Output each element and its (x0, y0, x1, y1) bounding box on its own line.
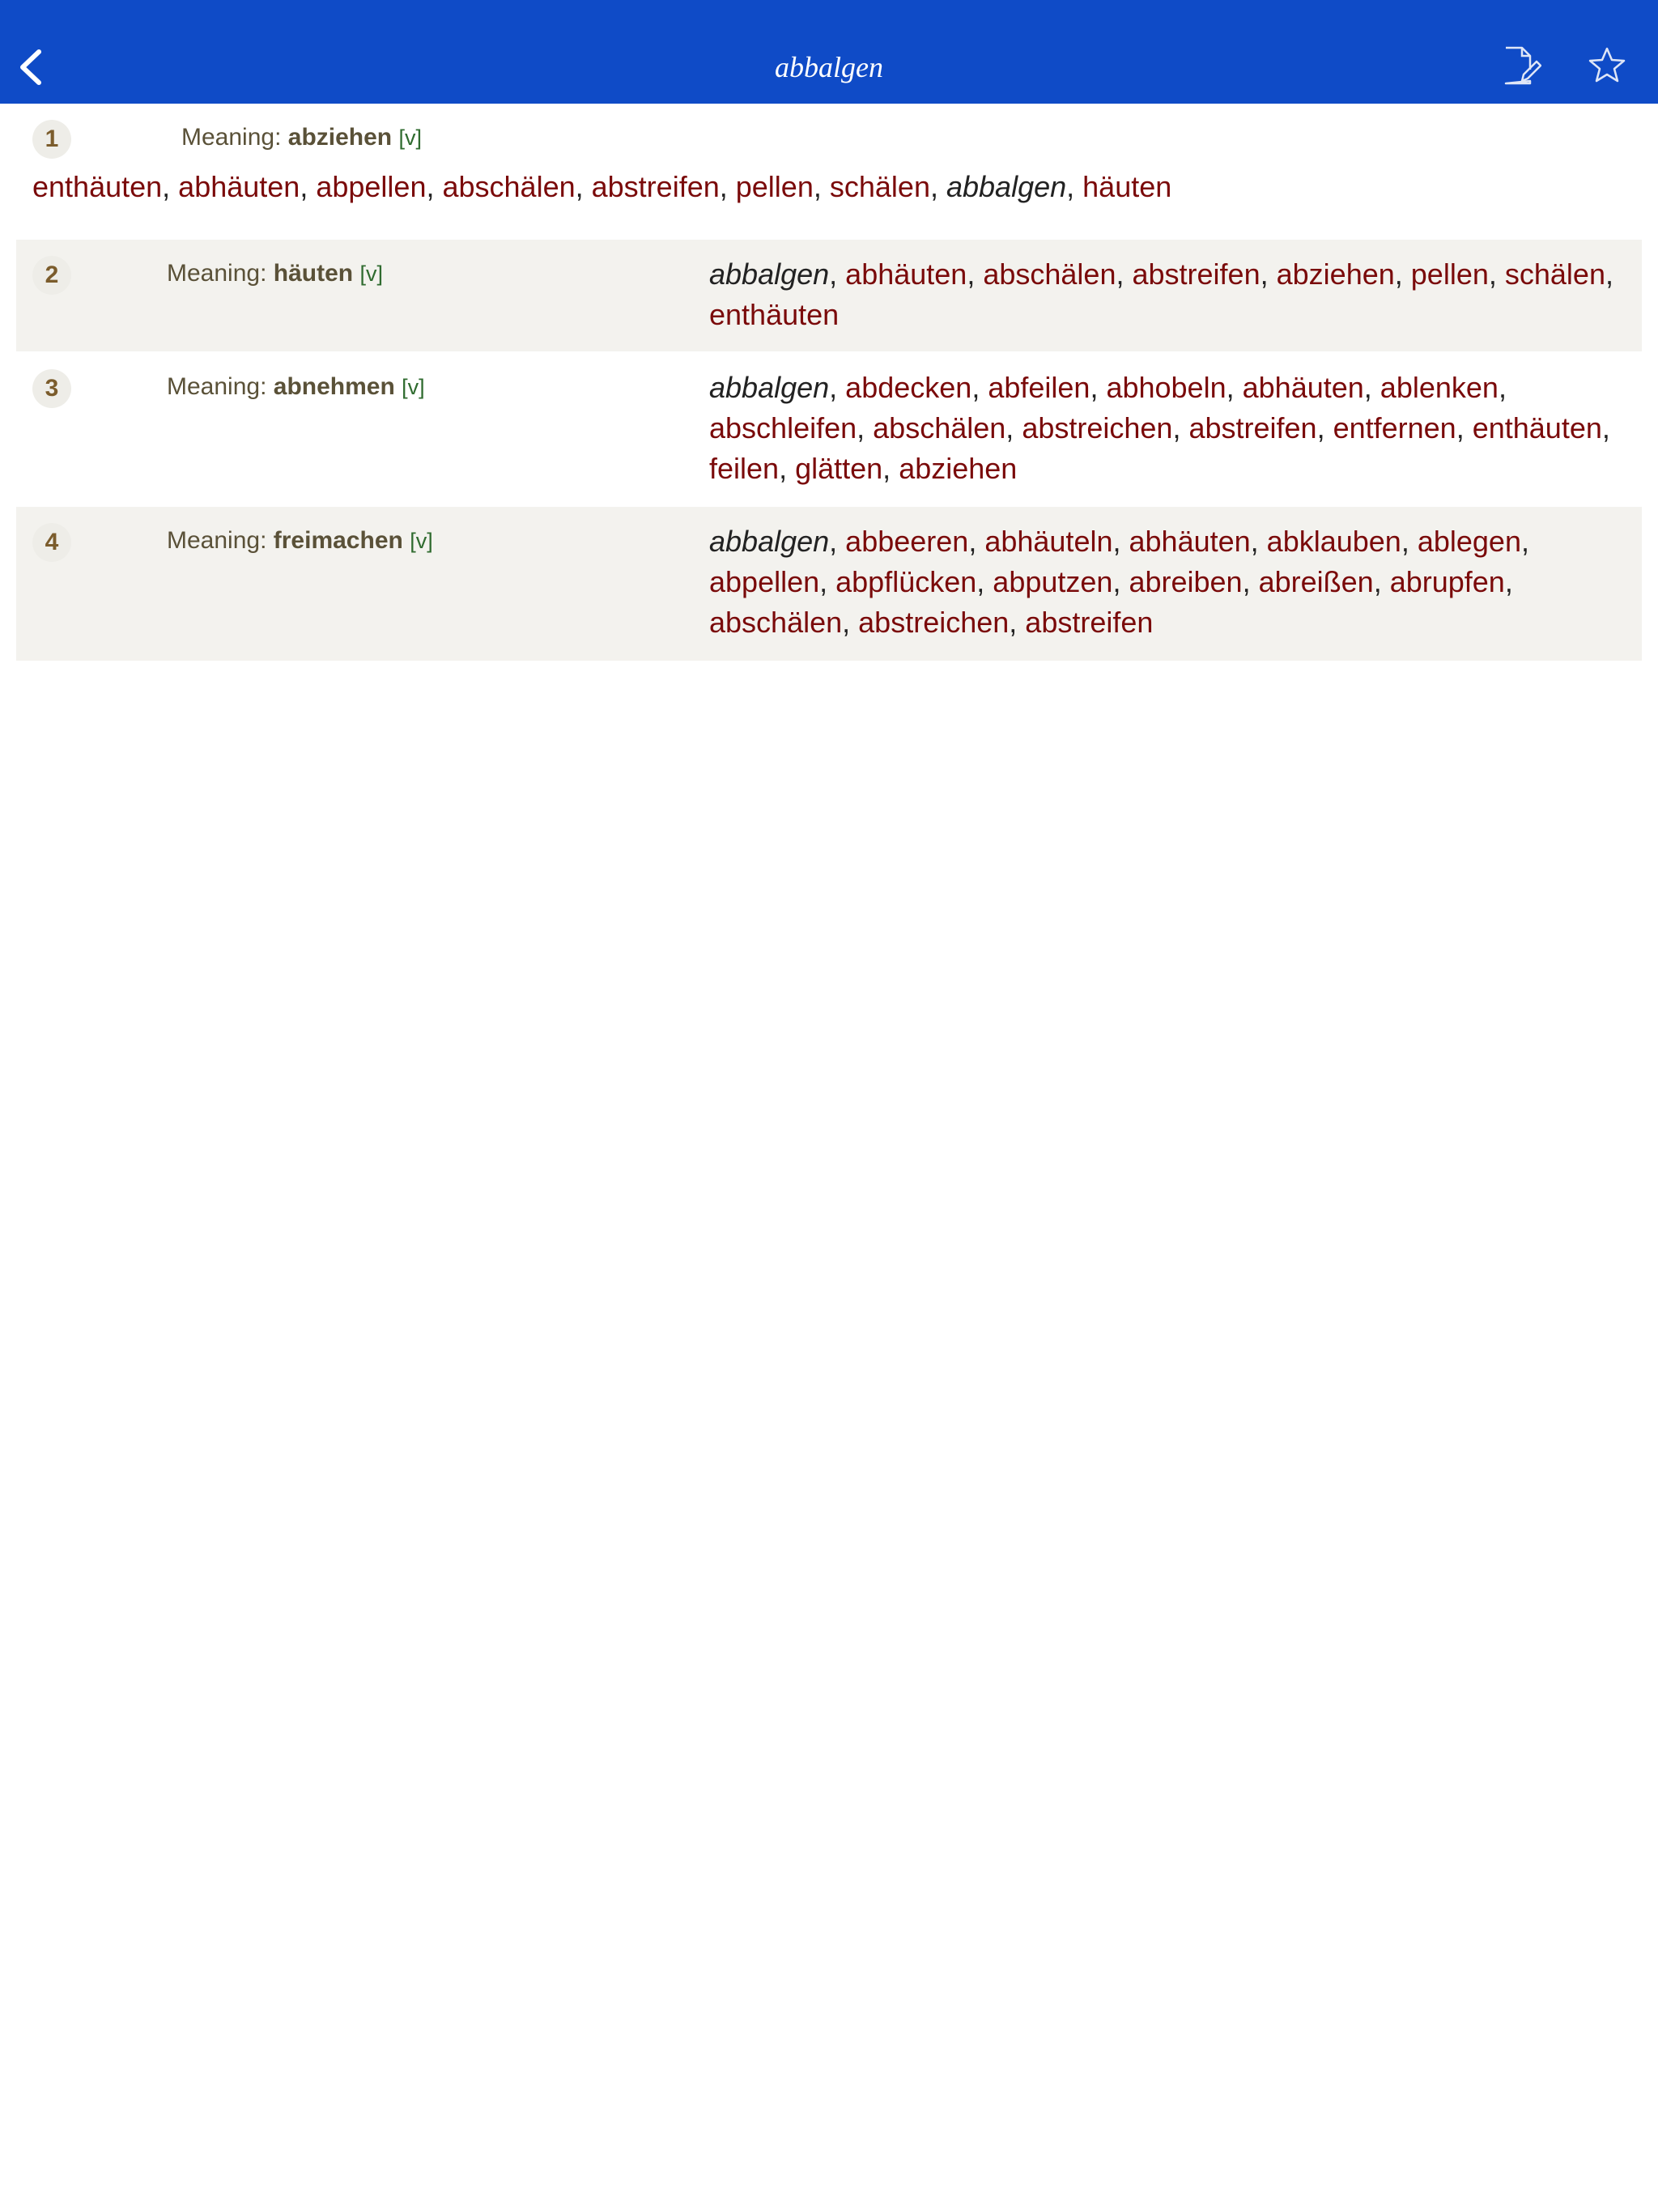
meaning-line (181, 121, 422, 154)
synonym-link[interactable]: abhobeln (1106, 371, 1226, 404)
synonym-list: abbalgen, abhäuten, abschälen, abstreifen, abziehen, pellen, schälen, enthäuten (709, 257, 1613, 331)
synonym-link[interactable]: abpellen (709, 565, 820, 598)
synonym-link[interactable]: abstreifen (1188, 411, 1317, 445)
entry-number-badge: 3 (32, 369, 71, 408)
synonym-link[interactable]: abreiben (1129, 565, 1243, 598)
meaning-word: freimachen (273, 527, 403, 554)
synonym-link[interactable]: abstreifen (591, 170, 720, 203)
synonym-link[interactable]: abhäuten (1242, 371, 1364, 404)
synonym-link[interactable]: enthäuten (32, 170, 163, 203)
headword: abbalgen (946, 170, 1067, 203)
synonym-link[interactable]: feilen (709, 452, 780, 485)
synonym-link[interactable]: abstreifen (1132, 257, 1261, 291)
meaning-line (167, 371, 425, 403)
synonym-link[interactable]: abhäuten (1129, 525, 1251, 558)
synonym-link[interactable]: schälen (829, 170, 930, 203)
part-of-speech-tag: [v] (402, 375, 425, 399)
synonym-link[interactable]: abpellen (316, 170, 427, 203)
synonym-link[interactable]: ablegen (1417, 525, 1521, 558)
synonym-link[interactable]: abrupfen (1389, 565, 1505, 598)
favorite-button[interactable] (1587, 45, 1627, 86)
chevron-left-icon (13, 40, 49, 94)
meaning-entry-2 (16, 240, 1642, 351)
synonym-link[interactable]: abhäuteln (984, 525, 1113, 558)
headword: abbalgen (709, 525, 830, 558)
synonym-link[interactable]: abputzen (993, 565, 1113, 598)
synonym-link[interactable]: pellen (735, 170, 814, 203)
synonym-link[interactable]: abpflücken (835, 565, 977, 598)
synonym-link[interactable]: abfeilen (988, 371, 1090, 404)
star-outline-icon (1587, 45, 1627, 86)
meaning-label: Meaning: (167, 373, 267, 400)
synonym-link[interactable]: entfernen (1333, 411, 1456, 445)
synonym-link[interactable]: abhäuten (845, 257, 967, 291)
synonym-link[interactable]: abstreichen (858, 606, 1010, 639)
synonym-link[interactable]: schälen (1504, 257, 1605, 291)
meaning-word: abziehen (287, 124, 393, 151)
meaning-entry-1 (16, 104, 1642, 235)
synonym-link[interactable]: abreißen (1258, 565, 1374, 598)
synonym-link[interactable]: abschälen (709, 606, 843, 639)
synonym-link[interactable]: ablenken (1380, 371, 1499, 404)
synonym-link[interactable]: abhäuten (178, 170, 300, 203)
entry-number-badge: 1 (32, 120, 71, 159)
synonym-link[interactable]: abschälen (983, 257, 1116, 291)
page-title: abbalgen (775, 51, 883, 83)
synonym-list: abbalgen, abdecken, abfeilen, abhobeln, abhäuten, ablenken, abschleifen, abschälen, abstreichen, abstreifen, entfernen, enthäuten, feilen, glätten, abziehen (709, 371, 1610, 485)
meaning-label: Meaning: (181, 124, 282, 151)
back-button[interactable] (13, 40, 49, 94)
synonym-link[interactable]: abschleifen (709, 411, 857, 445)
synonym-link[interactable]: glätten (795, 452, 883, 485)
edit-note-button[interactable] (1503, 45, 1541, 86)
part-of-speech-tag: [v] (410, 529, 433, 553)
navigation-bar (0, 0, 1658, 104)
synonym-link[interactable]: abziehen (899, 452, 1018, 485)
meaning-label: Meaning: (167, 527, 267, 554)
synonym-list: abbalgen, abbeeren, abhäuteln, abhäuten, abklauben, ablegen, abpellen, abpflücken, abputzen, abreiben, abreißen, abrupfen, abschälen, abstreichen, abstreifen (709, 525, 1529, 639)
entry-number-badge: 2 (32, 256, 71, 295)
synonym-link[interactable]: abklauben (1266, 525, 1401, 558)
edit-note-icon (1503, 45, 1541, 86)
headword: abbalgen (709, 371, 830, 404)
meaning-word: häuten (273, 260, 354, 287)
synonym-link[interactable]: enthäuten (709, 298, 840, 331)
synonym-link[interactable]: häuten (1082, 170, 1172, 203)
entry-number-badge: 4 (32, 523, 71, 562)
synonym-link[interactable]: abziehen (1276, 257, 1395, 291)
synonym-link[interactable]: abstreichen (1022, 411, 1173, 445)
synonym-link[interactable]: abbeeren (845, 525, 969, 558)
headword: abbalgen (709, 257, 830, 291)
synonym-link[interactable]: pellen (1410, 257, 1489, 291)
meaning-word: abnehmen (273, 373, 395, 400)
synonym-link[interactable]: abschälen (442, 170, 576, 203)
synonym-link[interactable]: enthäuten (1472, 411, 1602, 445)
synonym-link[interactable]: abstreifen (1025, 606, 1154, 639)
meaning-entry-3 (16, 353, 1642, 505)
part-of-speech-tag: [v] (359, 262, 383, 286)
meaning-line (167, 525, 433, 557)
synonym-list: enthäuten, abhäuten, abpellen, abschälen, abstreifen, pellen, schälen, abbalgen, häuten (32, 170, 1172, 203)
synonym-link[interactable]: abdecken (845, 371, 972, 404)
meaning-line (167, 257, 383, 290)
meaning-entry-4 (16, 507, 1642, 661)
part-of-speech-tag: [v] (398, 125, 422, 150)
synonym-link[interactable]: abschälen (873, 411, 1006, 445)
meaning-label: Meaning: (167, 260, 267, 287)
